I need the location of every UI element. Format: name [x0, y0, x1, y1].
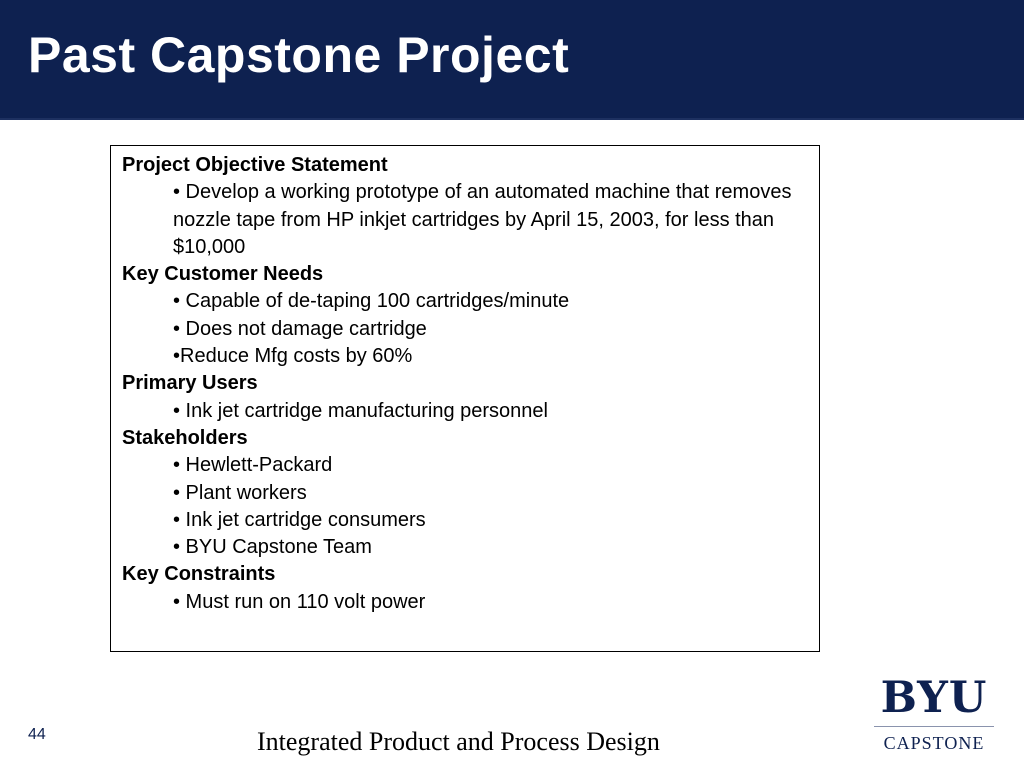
logo-byu-wordmark: BYU: [880, 673, 988, 723]
section-item: • Plant workers: [173, 481, 307, 504]
section-heading: Key Constraints: [122, 563, 276, 586]
section-item-list: [122, 589, 809, 616]
footer-course-title: Integrated Product and Process Design: [257, 727, 660, 756]
page-number: 44: [28, 726, 46, 743]
section-item: • Ink jet cartridge manufacturing personnel: [173, 399, 548, 422]
section-stakeholders: [122, 425, 809, 561]
logo-capstone-wordmark: CAPSTONE: [883, 733, 985, 753]
logo-divider: [874, 726, 994, 727]
section-item-list: [122, 288, 809, 370]
section-project-objective: [122, 152, 809, 261]
section-item: • Must run on 110 volt power: [173, 590, 426, 613]
section-item-list: [122, 452, 809, 561]
section-heading: Project Objective Statement: [122, 154, 388, 176]
section-heading: Stakeholders: [122, 426, 248, 449]
section-item-list: [122, 179, 809, 261]
section-heading: Key Customer Needs: [122, 263, 324, 286]
section-item-list: [122, 398, 809, 425]
section-key-constraints: [122, 561, 809, 616]
section-item: • Hewlett-Packard: [173, 454, 333, 477]
section-item: • Capable of de-taping 100 cartridges/minute: [173, 290, 570, 313]
section-item: • Develop a working prototype of an automated machine that removes nozzle tape from HP inkjet cartridges by April 15, 2003, for less than $10,000: [173, 181, 792, 258]
project-summary-box: [110, 145, 820, 652]
title-bar: [0, 0, 1024, 120]
section-item: • BYU Capstone Team: [173, 536, 372, 559]
byu-capstone-logo: [866, 672, 1002, 758]
section-key-customer-needs: [122, 261, 809, 370]
section-primary-users: [122, 370, 809, 425]
section-item: • Ink jet cartridge consumers: [173, 508, 426, 531]
section-item: •Reduce Mfg costs by 60%: [173, 345, 413, 368]
section-heading: Primary Users: [122, 372, 258, 395]
slide-title: Past Capstone Project: [28, 27, 570, 83]
section-item: • Does not damage cartridge: [173, 317, 427, 340]
